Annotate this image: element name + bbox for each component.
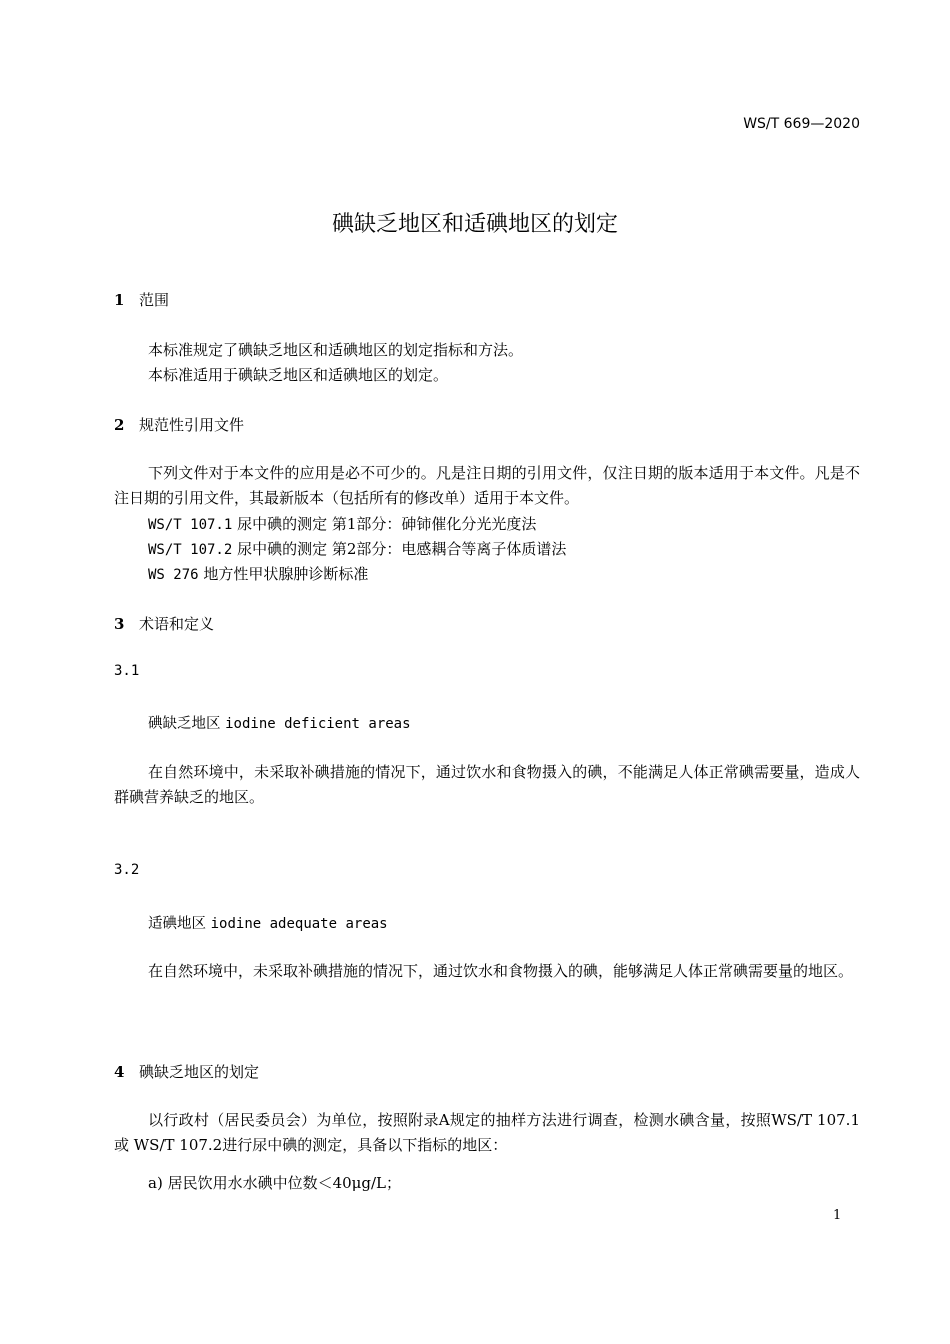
- standard-number: WS/T 669—2020: [743, 116, 860, 132]
- section-4-heading: [114, 1061, 259, 1082]
- term-chinese: 适碘地区: [148, 916, 206, 932]
- section-number: 1: [114, 291, 125, 309]
- section-3-heading: [114, 613, 214, 634]
- section-2-heading: [114, 414, 244, 435]
- section-number: 3: [114, 615, 125, 633]
- list-item: a) 居民饮用水水碘中位数＜40μg/L；: [148, 1174, 402, 1192]
- reference-title: 尿中碘的测定 第1部分：砷铈催化分光光度法: [237, 515, 537, 533]
- section-number: 4: [114, 1063, 125, 1081]
- section-1-heading: [114, 289, 169, 310]
- term-chinese: 碘缺乏地区: [148, 716, 221, 732]
- section-title: 碘缺乏地区的划定: [139, 1063, 260, 1081]
- reference-code: WS/T 107.2: [148, 542, 233, 558]
- section-title: 范围: [139, 291, 170, 309]
- term-heading: [148, 912, 388, 933]
- term-english: iodine deficient areas: [225, 716, 411, 732]
- section-title: 规范性引用文件: [139, 416, 245, 434]
- reference-title: 尿中碘的测定 第2部分：电感耦合等离子体质谱法: [237, 540, 567, 558]
- reference-title: 地方性甲状腺肿诊断标准: [203, 565, 369, 583]
- reference-item: [148, 538, 566, 559]
- term-definition: 在自然环境中，未采取补碘措施的情况下，通过饮水和食物摄入的碘，不能满足人体正常碘需要量，造成人群碘营养缺乏的地区。: [114, 763, 860, 806]
- paragraph: 本标准适用于碘缺乏地区和适碘地区的划定。: [148, 366, 449, 384]
- paragraph: 下列文件对于本文件的应用是必不可少的。凡是注日期的引用文件，仅注日期的版本适用于本文件。凡是不注日期的引用文件，其最新版本（包括所有的修改单）适用于本文件。: [114, 464, 860, 507]
- term-number: 3.2: [114, 862, 140, 878]
- paragraph: 以行政村（居民委员会）为单位，按照附录A规定的抽样方法进行调查，检测水碘含量，按照WS/T 107.1或 WS/T 107.2进行尿中碘的测定，具备以下指标的地区：: [114, 1111, 860, 1154]
- reference-item: [148, 513, 536, 534]
- reference-code: WS 276: [148, 567, 199, 583]
- term-heading: [148, 712, 411, 733]
- reference-item: [148, 563, 368, 584]
- section-number: 2: [114, 416, 125, 434]
- term-definition: 在自然环境中，未采取补碘措施的情况下，通过饮水和食物摄入的碘，能够满足人体正常碘需要量的地区。: [148, 962, 854, 980]
- term-english: iodine adequate areas: [210, 916, 388, 932]
- page-number: 1: [833, 1208, 842, 1223]
- term-number: 3.1: [114, 663, 140, 679]
- reference-code: WS/T 107.1: [148, 517, 233, 533]
- document-title: 碘缺乏地区和适碘地区的划定: [331, 212, 618, 237]
- paragraph: 本标准规定了碘缺乏地区和适碘地区的划定指标和方法。: [148, 341, 524, 359]
- section-title: 术语和定义: [139, 615, 215, 633]
